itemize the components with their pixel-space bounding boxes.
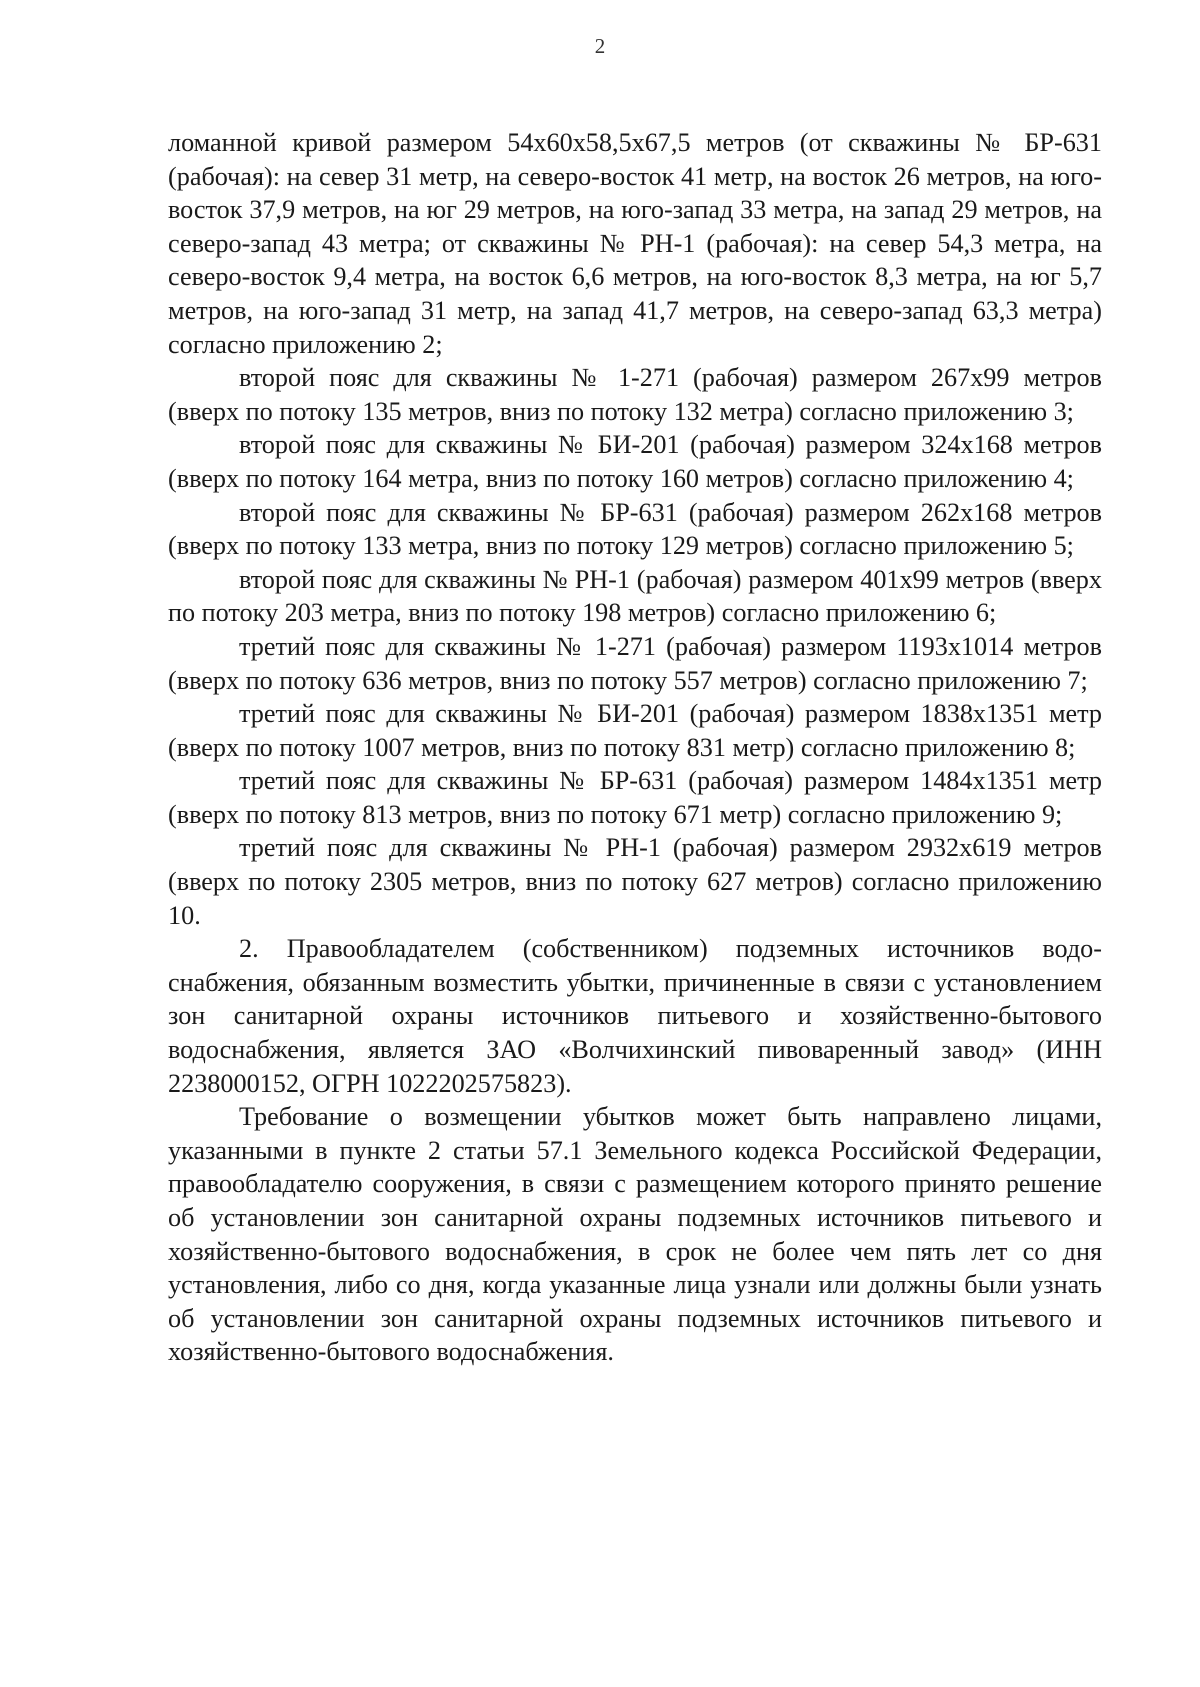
paragraph-compensation-claim: Требование о возмещении убытков может быть направлено лицами, указанными в пункте 2 статьи 57.1 Земельного кодекса Российской Федерации, правообладателю сооружения, в связи с размещением которого принято решение об установлении зон санитарной охраны подземных источников питьевого и хозяйственно-бытового водоснабжения, в срок не более чем пять лет со дня установления, либо со дня, когда указанные лица узнали или должны были узнать об установлении зон санитарной охраны подземных источников питьевого и хозяйственно-бытового водоснабжения. <box>168 1102 1102 1367</box>
paragraph-zone2-well-bi-201: второй пояс для скважины № БИ-201 (рабочая) размером 324х168 метров (вверх по потоку 164 метра, вниз по потоку 160 метров) согласно приложению 4; <box>168 430 1102 493</box>
paragraph-zone3-well-1-271: третий пояс для скважины № 1-271 (рабочая) размером 1193х1014 метров (вверх по потоку 636 метров, вниз по потоку 557 метров) согласно приложению 7; <box>168 631 1102 695</box>
paragraph-zone2-well-rn-1: второй пояс для скважины № РН-1 (рабочая) размером 401х99 метров (вверх по потоку 203 метра, вниз по потоку 198 метров) согласно приложению 6; <box>168 564 1102 628</box>
paragraph-zone3-well-bi-201: третий пояс для скважины № БИ-201 (рабочая) размером 1838х1351 метр (вверх по потоку 1007 метров, вниз по потоку 831 метр) согласно приложению 8; <box>168 699 1102 762</box>
document-body <box>168 126 1102 1369</box>
page-number: 2 <box>594 34 606 58</box>
paragraph-zone2-well-1-271: второй пояс для скважины № 1-271 (рабочая) размером 267х99 метров (вверх по потоку 135 метров, вниз по потоку 132 метра) согласно приложению 3; <box>168 363 1102 426</box>
paragraph-section-2-owner: 2. Правообладателем (собственником) подземных источников водоснабжения, обязанным возместить убытки, причиненные в связи с установлением зон санитарной охраны источников питьевого и хозяйственно-бытового водоснабжения, является ЗАО «Волчихинский пивоваренный завод» (ИНН 2238000152, ОГРН 1022202575823). <box>168 934 1102 1098</box>
paragraph-zone3-well-br-631: третий пояс для скважины № БР-631 (рабочая) размером 1484х1351 метр (вверх по потоку 813 метров, вниз по потоку 671 метр) согласно приложению 9; <box>168 766 1102 829</box>
paragraph-zone3-well-rn-1: третий пояс для скважины № РН-1 (рабочая) размером 2932х619 метров (вверх по потоку 2305 метров, вниз по потоку 627 метров) согласно приложению 10. <box>168 833 1102 930</box>
paragraph-zone1-dimensions: ломанной кривой размером 54х60х58,5х67,5 метров (от скважины № БР-631 (рабочая): на север 31 метр, на северо-восток 41 метр, на восток 26 метров, на юго-восток 37,9 метров, на юг 29 метров, на юго-запад 33 метра, на запад 29 метров, на северо-запад 43 метра; от скважины № РН-1 (рабочая): на север 54,3 метра, на северо-восток 9,4 метра, на восток 6,6 метров, на юго-восток 8,3 метра, на юг 5,7 метров, на юго-запад 31 метр, на запад 41,7 метров, на северо-запад 63,3 метра) согласно приложению 2; <box>168 128 1102 359</box>
paragraph-zone2-well-br-631: второй пояс для скважины № БР-631 (рабочая) размером 262х168 метров (вверх по потоку 133 метра, вниз по потоку 129 метров) согласно приложению 5; <box>168 497 1102 561</box>
